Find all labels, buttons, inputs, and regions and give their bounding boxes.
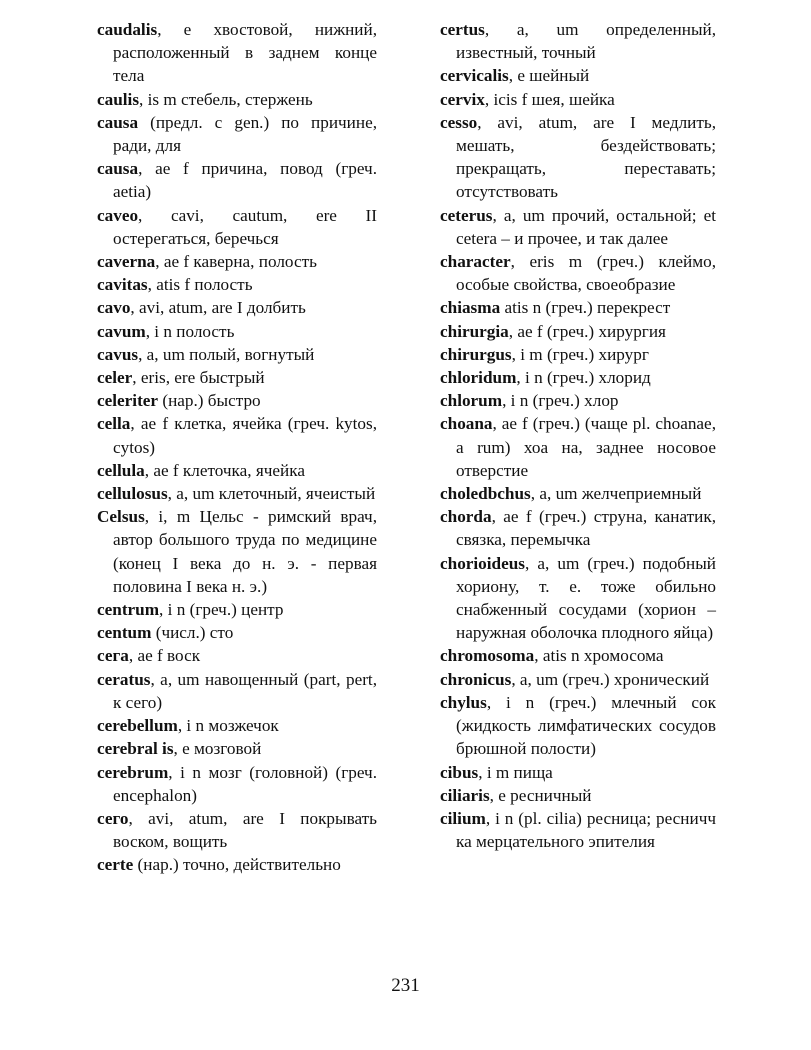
right-column — [440, 18, 716, 853]
dictionary-entry — [97, 204, 377, 250]
dictionary-entry — [440, 412, 716, 482]
dictionary-entry — [97, 111, 377, 157]
dictionary-entry — [97, 668, 377, 714]
dictionary-entry — [440, 807, 716, 853]
dictionary-entry — [440, 505, 716, 551]
entry-definition: atis n (греч.) перекрест — [500, 298, 671, 318]
headword: ciliaris — [440, 785, 490, 805]
dictionary-entry — [440, 18, 716, 64]
headword: cerebral is — [97, 739, 174, 759]
entry-definition: , e шейный — [508, 66, 590, 86]
entry-definition: , i m (греч.) хирург — [511, 344, 649, 364]
headword: chirurgia — [440, 321, 509, 341]
headword: causa — [97, 159, 139, 179]
dictionary-entry — [440, 343, 716, 366]
entry-definition: , avi, atum, are I медлить, мешать, бездействовать; прекращать, переставать; отсутствовать — [456, 112, 716, 202]
dictionary-entry — [440, 482, 716, 505]
dictionary-entry — [440, 644, 716, 667]
entry-definition: , ae f каверна, полость — [155, 252, 317, 272]
entry-definition: , ae f клеточка, ячейка — [144, 460, 305, 480]
dictionary-entry — [97, 807, 377, 853]
headword: caudalis — [97, 20, 158, 39]
headword: ceratus — [97, 669, 151, 689]
entry-definition: , a, um прочий, остальной; et cetera – и прочее, и так далее — [456, 205, 716, 248]
dictionary-entry — [97, 459, 377, 482]
dictionary-entry — [440, 320, 716, 343]
entry-definition: , ae f (греч.) хирургия — [508, 321, 666, 341]
entry-definition: , a, um определенный, известный, точный — [456, 20, 716, 63]
headword: chiasma — [440, 298, 501, 318]
dictionary-entry — [440, 366, 716, 389]
headword: сега — [97, 646, 129, 666]
dictionary-entry — [97, 412, 377, 458]
entry-definition: , i m пища — [478, 762, 553, 782]
dictionary-entry — [440, 761, 716, 784]
headword: cavo — [97, 298, 131, 318]
dictionary-entry — [97, 621, 377, 644]
dictionary-entry — [97, 320, 377, 343]
entry-definition: (нар.) точно, действительно — [133, 855, 341, 875]
entry-definition: , a, um желчеприемный — [530, 484, 702, 504]
headword: celer — [97, 368, 133, 388]
dictionary-entry — [97, 853, 377, 876]
entry-definition: , i n мозг (головной) (греч. encephalon) — [113, 762, 377, 805]
dictionary-entry — [97, 366, 377, 389]
entry-definition: , ae f (греч.) (чаще pl. choanae, a rum) хоа на, заднее носовое отверстие — [456, 414, 716, 480]
headword: cavum — [97, 321, 146, 341]
dictionary-entry — [440, 88, 716, 111]
dictionary-entry — [97, 737, 377, 760]
entry-definition: , cavi, cautum, ere II остерегаться, беречься — [113, 205, 377, 248]
entry-definition: , i n (греч.) млечный сок (жидкость лимфатических сосудов брюшной полости) — [456, 692, 716, 759]
entry-definition: , i n мозжечок — [177, 716, 279, 736]
entry-definition: , ae f причина, повод (греч. aetia) — [113, 159, 377, 202]
dictionary-entry — [440, 204, 716, 250]
dictionary-entry — [440, 296, 716, 319]
headword: cervicalis — [440, 66, 509, 86]
headword: chylus — [440, 692, 487, 712]
dictionary-entry — [97, 18, 377, 88]
headword: celeriter — [97, 391, 159, 411]
headword: cibus — [440, 762, 479, 782]
dictionary-entry — [440, 691, 716, 761]
dictionary-entry — [440, 389, 716, 412]
headword: cilium — [440, 808, 486, 828]
dictionary-entry — [97, 505, 377, 598]
dictionary-entry — [97, 343, 377, 366]
dictionary-entry — [97, 761, 377, 807]
headword: cellula — [97, 460, 145, 480]
headword: certus — [440, 20, 485, 39]
headword: chronicus — [440, 669, 512, 689]
headword: cerebellum — [97, 716, 178, 736]
entry-definition: , a, um клеточный, ячеистый — [167, 484, 376, 504]
dictionary-entry — [97, 644, 377, 667]
dictionary-entry — [97, 714, 377, 737]
headword: cella — [97, 414, 131, 434]
entry-definition: (числ.) сто — [151, 623, 234, 643]
headword: certe — [97, 855, 134, 875]
dictionary-entry — [97, 482, 377, 505]
entry-definition: , ae f воск — [128, 646, 201, 666]
dictionary-entry — [97, 598, 377, 621]
dictionary-entry — [97, 389, 377, 412]
entry-definition: , a, um навощенный (part, pert, к сего) — [113, 669, 377, 712]
entry-definition: , e ресничный — [489, 785, 592, 805]
headword: cerebrum — [97, 762, 169, 782]
headword: chorioideus — [440, 553, 525, 573]
dictionary-entry — [440, 111, 716, 204]
headword: cesso — [440, 112, 478, 132]
headword: chromosoma — [440, 646, 535, 666]
headword: cavitas — [97, 275, 148, 295]
headword: Celsus — [97, 507, 145, 527]
entry-definition: , i n (греч.) хлор — [502, 391, 619, 411]
headword: causa — [97, 112, 139, 132]
headword: cellulosus — [97, 484, 168, 504]
headword: chirurgus — [440, 344, 512, 364]
entry-definition: , i n (pl. cilia) ресница; ресничч ка мерцательного эпителия — [456, 808, 716, 852]
entry-definition: , avi, atum, are I долбить — [130, 298, 306, 318]
dictionary-entry — [440, 784, 716, 807]
dictionary-entry — [440, 64, 716, 87]
entry-definition: , icis f шея, шейка — [484, 89, 615, 109]
headword: character — [440, 252, 511, 272]
headword: centum — [97, 623, 152, 643]
page-number: 231 — [391, 975, 420, 996]
entry-definition: , e хвостовой, нижний, расположенный в заднем конце тела — [113, 20, 377, 86]
entry-definition: , ae f клетка, ячейка (греч. kytos, cytos) — [113, 414, 377, 457]
headword: сего — [97, 808, 129, 828]
entry-definition: , eris, ere быстрый — [132, 368, 265, 388]
dictionary-entry — [440, 250, 716, 296]
entry-definition: , i n (греч.) хлорид — [516, 368, 651, 388]
entry-definition: , i n полость — [145, 321, 235, 341]
entry-definition: , eris m (греч.) клеймо, особые свойства, своеобразие — [456, 252, 716, 295]
entry-definition: , a, um (греч.) подобный хориону, т. е. тоже обильно снабженный сосудами (хорион – наружная оболочка плодного яйца) — [456, 553, 716, 643]
dictionary-entry — [440, 552, 716, 645]
dictionary-entry — [440, 668, 716, 691]
headword: choledbchus — [440, 484, 531, 504]
headword: cervix — [440, 89, 485, 109]
headword: chlorum — [440, 391, 503, 411]
entry-definition: , e мозговой — [173, 739, 262, 759]
entry-definition: (нар.) быстро — [158, 391, 261, 411]
headword: chorda — [440, 507, 492, 527]
dictionary-entry — [97, 296, 377, 319]
headword: cavus — [97, 344, 139, 364]
entry-definition: , atis f полость — [147, 275, 253, 295]
dictionary-entry — [97, 250, 377, 273]
entry-definition: , i n (греч.) центр — [159, 600, 284, 620]
headword: centrum — [97, 600, 160, 620]
entry-definition: (предл. с gen.) по причине, ради, для — [113, 112, 377, 156]
headword: chloridum — [440, 368, 517, 388]
left-column — [97, 18, 377, 877]
entry-definition: , i, m Цельс - римский врач, автор большого труда по медицине (конец I века до н. э. - первая половина I века н. э.) — [113, 507, 377, 596]
entry-definition: , ae f (греч.) струна, канатик, связка, перемычка — [456, 507, 716, 550]
dictionary-entry — [97, 88, 377, 111]
dictionary-entry — [97, 273, 377, 296]
headword: ceterus — [440, 205, 493, 225]
headword: choana — [440, 414, 493, 434]
entry-definition: , atis n хромосома — [534, 646, 664, 666]
entry-definition: , a, um полый, вогнутый — [138, 344, 315, 364]
headword: caverna — [97, 252, 156, 272]
entry-definition: , is m стебель, стержень — [139, 89, 313, 109]
entry-definition: , a, um (греч.) хронический — [511, 669, 710, 689]
dictionary-entry — [97, 157, 377, 203]
headword: caveo — [97, 205, 139, 225]
headword: caulis — [97, 89, 140, 109]
entry-definition: , avi, atum, are I покрывать воском, вощить — [113, 808, 377, 852]
